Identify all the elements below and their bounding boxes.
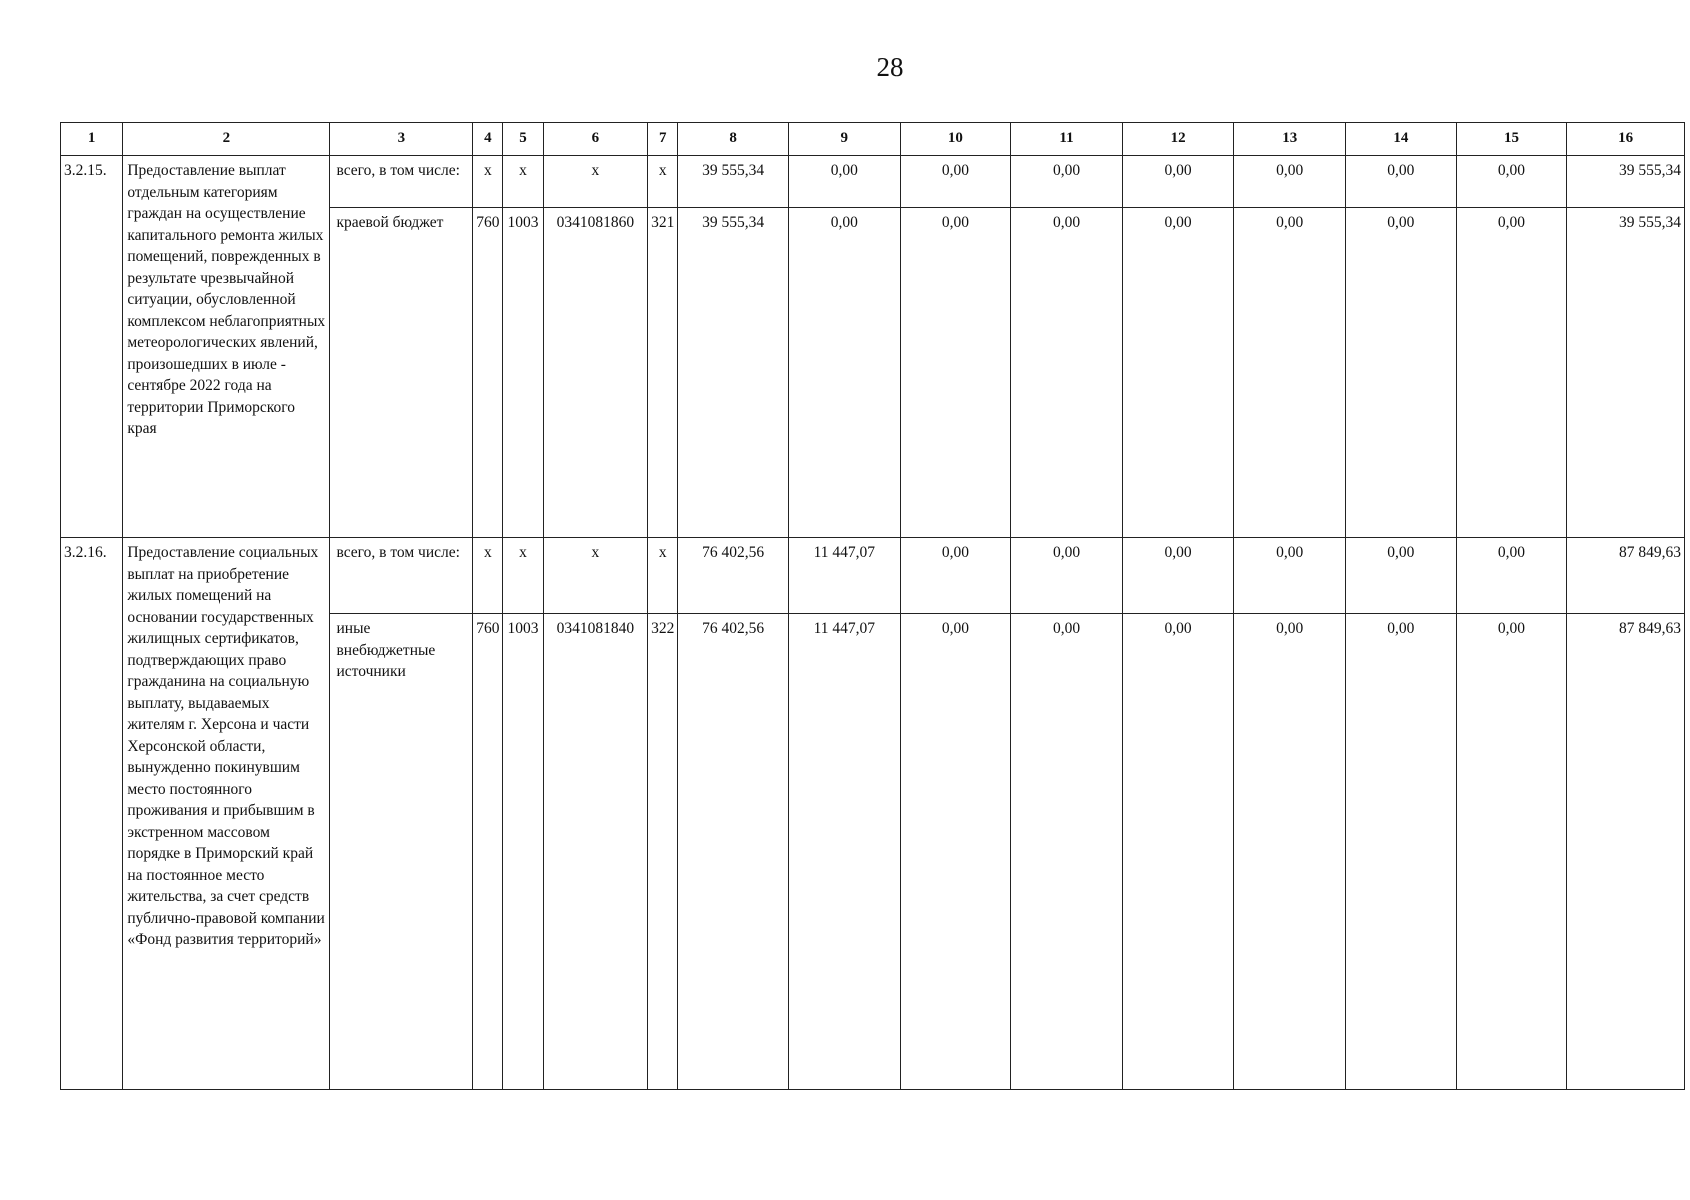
cell-value: 0,00 [1456,614,1567,1090]
col-header: 3 [330,123,473,156]
cell-value: 0,00 [1122,538,1234,614]
col-header: 5 [503,123,543,156]
cell-value: 11 447,07 [788,614,900,1090]
table-row-total [61,156,1685,208]
item-name: Предоставление социальных выплат на приобретение жилых помещений на основании государственных жилищных сертификатов, подтверждающих право гражданина на социальную выплату, выдаваемых жителям г. Херсона и части Херсонской области, вынужденно покинувшим место постоянного проживания и прибывшим в экстренном массовом порядке в Приморский край на постоянное место жительства, за счет средств публично-правовой компании «Фонд развития территорий» [123,538,330,1090]
cell-value: 11 447,07 [788,538,900,614]
cell-value-total: 39 555,34 [1567,208,1685,538]
cell-col7: х [648,538,678,614]
col-header: 11 [1011,123,1123,156]
cell-col4: 760 [473,614,503,1090]
cell-value: 0,00 [1456,208,1567,538]
cell-value: 0,00 [1122,614,1234,1090]
cell-value: 0,00 [1122,208,1234,538]
funding-source: краевой бюджет [330,208,473,538]
cell-value: 0,00 [1234,538,1346,614]
cell-col7: 322 [648,614,678,1090]
cell-col5: 1003 [503,614,543,1090]
funding-source: иные внебюджетные источники [330,614,473,1090]
funding-source: всего, в том числе: [330,538,473,614]
cell-value: 0,00 [1346,614,1457,1090]
funding-source: всего, в том числе: [330,156,473,208]
col-header: 10 [900,123,1011,156]
cell-col5: х [503,538,543,614]
cell-value: 0,00 [1011,614,1123,1090]
page-number: 28 [876,52,904,82]
item-code: 3.2.16. [61,538,123,1090]
cell-value: 0,00 [1011,538,1123,614]
cell-value: 0,00 [1011,208,1123,538]
col-header: 4 [473,123,503,156]
cell-value: 0,00 [1346,538,1457,614]
cell-value: 0,00 [1456,538,1567,614]
cell-col7: 321 [648,208,678,538]
cell-col6: х [543,538,648,614]
cell-col6: 0341081840 [543,614,648,1090]
col-header: 1 [61,123,123,156]
cell-value: 39 555,34 [678,208,789,538]
col-header: 13 [1234,123,1346,156]
cell-value: 76 402,56 [678,538,789,614]
col-header: 9 [788,123,900,156]
cell-col4: 760 [473,208,503,538]
cell-value: 0,00 [1456,156,1567,208]
cell-value-total: 39 555,34 [1567,156,1685,208]
cell-value-total: 87 849,63 [1567,614,1685,1090]
cell-value: 0,00 [788,208,900,538]
cell-value: 0,00 [900,208,1011,538]
cell-col6: х [543,156,648,208]
col-header: 2 [123,123,330,156]
item-code: 3.2.15. [61,156,123,538]
cell-value: 0,00 [900,614,1011,1090]
cell-value: 0,00 [1346,208,1457,538]
table-row-total [61,538,1685,614]
cell-value: 0,00 [1122,156,1234,208]
col-header: 8 [678,123,789,156]
cell-value: 0,00 [1234,208,1346,538]
col-header: 12 [1122,123,1234,156]
cell-value: 76 402,56 [678,614,789,1090]
cell-value: 0,00 [1011,156,1123,208]
col-header: 7 [648,123,678,156]
cell-value: 0,00 [900,538,1011,614]
col-header: 15 [1456,123,1567,156]
cell-col7: х [648,156,678,208]
cell-col5: х [503,156,543,208]
cell-value-total: 87 849,63 [1567,538,1685,614]
col-header: 16 [1567,123,1685,156]
col-header: 6 [543,123,648,156]
col-header: 14 [1346,123,1457,156]
header-row [61,123,1685,156]
cell-value: 0,00 [1234,156,1346,208]
cell-col4: х [473,156,503,208]
cell-col4: х [473,538,503,614]
cell-value: 0,00 [1346,156,1457,208]
cell-col5: 1003 [503,208,543,538]
cell-value: 0,00 [1234,614,1346,1090]
budget-table [60,122,1685,1090]
cell-value: 39 555,34 [678,156,789,208]
cell-col6: 0341081860 [543,208,648,538]
cell-value: 0,00 [900,156,1011,208]
item-name: Предоставление выплат отдельным категориям граждан на осуществление капитального ремонта жилых помещений, поврежденных в результате чрезвычайной ситуации, обусловленной комплексом неблагоприятных метеорологических явлений, произошедших в июле - сентябре 2022 года на территории Приморского края [123,156,330,538]
cell-value: 0,00 [788,156,900,208]
